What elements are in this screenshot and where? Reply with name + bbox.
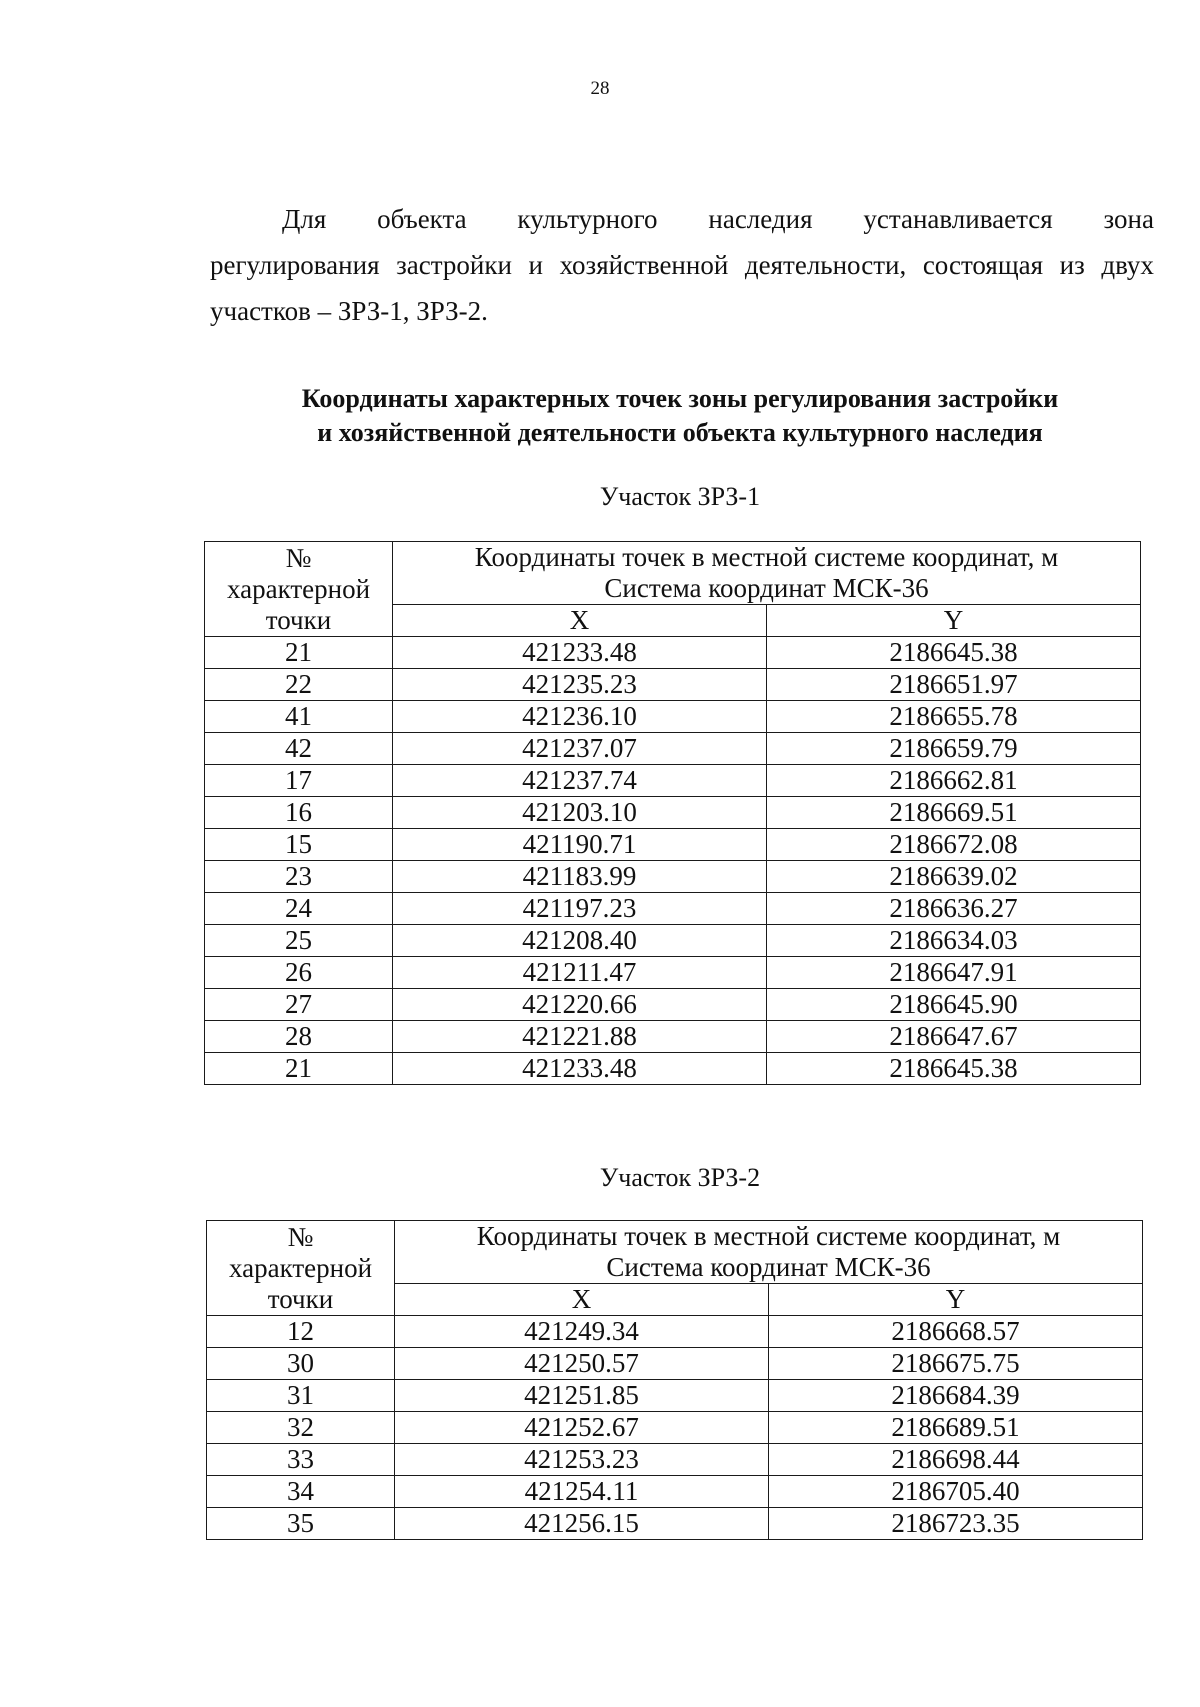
x-coordinate-cell: 421197.23 <box>393 893 767 925</box>
point-number-cell: 42 <box>205 733 393 765</box>
x-coordinate-cell: 421211.47 <box>393 957 767 989</box>
point-number-cell: 30 <box>207 1348 395 1380</box>
coordinates-table-zrz-1 <box>204 541 1141 1085</box>
point-number-cell: 28 <box>205 1021 393 1053</box>
coordinates-header <box>395 1221 1143 1284</box>
table-row <box>205 701 1141 733</box>
paragraph-word: и <box>528 250 543 280</box>
table-row <box>205 893 1141 925</box>
table-row <box>207 1412 1143 1444</box>
paragraph-line-2 <box>210 242 1154 288</box>
point-number-cell: 12 <box>207 1316 395 1348</box>
table-row <box>205 989 1141 1021</box>
x-column-header: X <box>395 1284 769 1316</box>
paragraph-word: состоящая <box>922 250 1044 280</box>
point-number-cell: 34 <box>207 1476 395 1508</box>
paragraph-line-1 <box>210 196 1154 242</box>
table-row <box>205 797 1141 829</box>
x-coordinate-cell: 421251.85 <box>395 1380 769 1412</box>
point-header-line-2: характерной <box>226 573 371 604</box>
y-coordinate-cell: 2186645.38 <box>767 1053 1141 1085</box>
table-row <box>207 1444 1143 1476</box>
x-coordinate-cell: 421220.66 <box>393 989 767 1021</box>
paragraph-word: из <box>1059 250 1085 280</box>
y-coordinate-cell: 2186655.78 <box>767 701 1141 733</box>
x-coordinate-cell: 421249.34 <box>395 1316 769 1348</box>
point-number-cell: 25 <box>205 925 393 957</box>
point-number-cell: 24 <box>205 893 393 925</box>
section-title-zrz-1: Участок ЗРЗ-1 <box>599 482 761 511</box>
table-row <box>205 1021 1141 1053</box>
y-coordinate-cell: 2186662.81 <box>767 765 1141 797</box>
x-coordinate-cell: 421237.74 <box>393 765 767 797</box>
point-number-cell: 17 <box>205 765 393 797</box>
x-coordinate-cell: 421250.57 <box>395 1348 769 1380</box>
point-number-cell: 26 <box>205 957 393 989</box>
x-coordinate-cell: 421221.88 <box>393 1021 767 1053</box>
x-coordinate-cell: 421253.23 <box>395 1444 769 1476</box>
point-number-header <box>205 542 393 637</box>
paragraph-word: культурного <box>517 204 658 234</box>
y-coordinate-cell: 2186723.35 <box>769 1508 1143 1540</box>
section-title-zrz-2: Участок ЗРЗ-2 <box>599 1163 761 1192</box>
table-row <box>205 861 1141 893</box>
x-coordinate-cell: 421236.10 <box>393 701 767 733</box>
point-header-line-2: характерной <box>228 1252 373 1283</box>
coordinates-header-line-1: Координаты точек в местной системе координат, м <box>476 1221 1061 1251</box>
paragraph-word: наследия <box>708 204 813 234</box>
table-row <box>207 1380 1143 1412</box>
point-number-cell: 22 <box>205 669 393 701</box>
table-row <box>207 1508 1143 1540</box>
table-row <box>207 1316 1143 1348</box>
point-number-header <box>207 1221 395 1316</box>
paragraph-word: зона <box>1103 204 1154 234</box>
coordinates-table-zrz-2 <box>206 1220 1143 1540</box>
paragraph-word: двух <box>1101 250 1154 280</box>
page-number: 28 <box>590 78 610 99</box>
point-number-cell: 21 <box>205 637 393 669</box>
coordinates-header-line-2: Система координат МСК-36 <box>606 1252 931 1282</box>
y-coordinate-cell: 2186668.57 <box>769 1316 1143 1348</box>
table-row <box>205 925 1141 957</box>
coordinates-rows-zrz-1 <box>205 637 1141 1085</box>
y-coordinate-cell: 2186634.03 <box>767 925 1141 957</box>
point-number-cell: 33 <box>207 1444 395 1476</box>
paragraph-word: хозяйственной <box>559 250 729 280</box>
x-coordinate-cell: 421252.67 <box>395 1412 769 1444</box>
point-header-line-1: № <box>285 542 312 573</box>
paragraph-word: Для <box>282 204 327 234</box>
y-coordinate-cell: 2186689.51 <box>769 1412 1143 1444</box>
table-row <box>205 733 1141 765</box>
point-number-cell: 35 <box>207 1508 395 1540</box>
x-coordinate-cell: 421203.10 <box>393 797 767 829</box>
paragraph-word: деятельности, <box>744 250 907 280</box>
table-row <box>205 765 1141 797</box>
paragraph-word: регулирования <box>210 250 380 280</box>
x-coordinate-cell: 421183.99 <box>393 861 767 893</box>
paragraph-word: объекта <box>377 204 467 234</box>
y-coordinate-cell: 2186705.40 <box>769 1476 1143 1508</box>
table-row <box>205 1053 1141 1085</box>
section-heading <box>0 382 1200 450</box>
y-coordinate-cell: 2186647.91 <box>767 957 1141 989</box>
coordinates-header <box>393 542 1141 605</box>
y-column-header: Y <box>767 605 1141 637</box>
y-coordinate-cell: 2186698.44 <box>769 1444 1143 1476</box>
point-number-cell: 23 <box>205 861 393 893</box>
table-row <box>205 957 1141 989</box>
table-row <box>207 1348 1143 1380</box>
coordinates-header-line-2: Система координат МСК-36 <box>604 573 929 603</box>
intro-paragraph <box>210 196 1154 334</box>
y-coordinate-cell: 2186672.08 <box>767 829 1141 861</box>
y-coordinate-cell: 2186651.97 <box>767 669 1141 701</box>
table-row <box>207 1476 1143 1508</box>
point-number-cell: 31 <box>207 1380 395 1412</box>
paragraph-word: застройки <box>396 250 512 280</box>
coordinates-rows-zrz-2 <box>207 1316 1143 1540</box>
point-header-line-3: точки <box>267 1283 334 1314</box>
point-number-cell: 15 <box>205 829 393 861</box>
x-coordinate-cell: 421190.71 <box>393 829 767 861</box>
coordinates-header-line-1: Координаты точек в местной системе координат, м <box>474 542 1059 572</box>
table-row <box>205 637 1141 669</box>
x-column-header: X <box>393 605 767 637</box>
point-number-cell: 41 <box>205 701 393 733</box>
point-number-cell: 21 <box>205 1053 393 1085</box>
table-row <box>205 669 1141 701</box>
x-coordinate-cell: 421233.48 <box>393 637 767 669</box>
heading-line-2: и хозяйственной деятельности объекта культурного наследия <box>317 418 1043 447</box>
y-column-header: Y <box>769 1284 1143 1316</box>
y-coordinate-cell: 2186645.38 <box>767 637 1141 669</box>
y-coordinate-cell: 2186645.90 <box>767 989 1141 1021</box>
y-coordinate-cell: 2186647.67 <box>767 1021 1141 1053</box>
point-header-line-3: точки <box>265 604 332 635</box>
y-coordinate-cell: 2186669.51 <box>767 797 1141 829</box>
y-coordinate-cell: 2186659.79 <box>767 733 1141 765</box>
x-coordinate-cell: 421256.15 <box>395 1508 769 1540</box>
x-coordinate-cell: 421235.23 <box>393 669 767 701</box>
y-coordinate-cell: 2186639.02 <box>767 861 1141 893</box>
x-coordinate-cell: 421237.07 <box>393 733 767 765</box>
point-number-cell: 27 <box>205 989 393 1021</box>
point-number-cell: 16 <box>205 797 393 829</box>
x-coordinate-cell: 421254.11 <box>395 1476 769 1508</box>
paragraph-word: устанавливается <box>863 204 1053 234</box>
y-coordinate-cell: 2186684.39 <box>769 1380 1143 1412</box>
table-row <box>205 829 1141 861</box>
heading-line-1: Координаты характерных точек зоны регулирования застройки <box>301 384 1059 413</box>
paragraph-line-3: участков – ЗРЗ-1, ЗРЗ-2. <box>210 296 488 326</box>
y-coordinate-cell: 2186675.75 <box>769 1348 1143 1380</box>
x-coordinate-cell: 421233.48 <box>393 1053 767 1085</box>
y-coordinate-cell: 2186636.27 <box>767 893 1141 925</box>
point-header-line-1: № <box>287 1221 314 1252</box>
point-number-cell: 32 <box>207 1412 395 1444</box>
x-coordinate-cell: 421208.40 <box>393 925 767 957</box>
